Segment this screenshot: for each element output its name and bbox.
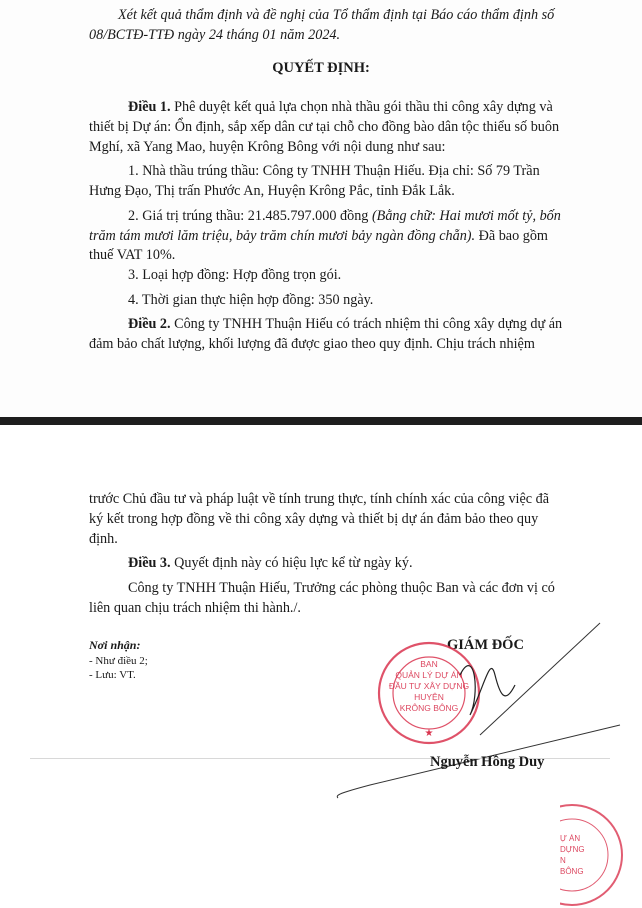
preamble-line-2: 08/BCTĐ-TTĐ ngày 24 tháng 01 năm 2024. bbox=[89, 27, 341, 43]
signature-icon bbox=[300, 615, 642, 815]
item-2-line-3: thuế VAT 10%. bbox=[89, 247, 176, 263]
stamp-line-5: KRÔNG BÔNG bbox=[399, 703, 459, 713]
article-2-label: Điều 2. bbox=[128, 316, 171, 332]
recipient-item: - Như điều 2; bbox=[89, 655, 148, 667]
article-1-label: Điều 1. bbox=[128, 99, 171, 115]
stamp-line-4: HUYỆN bbox=[414, 692, 444, 702]
article-1-line-2: thiết bị Dự án: Ổn định, sắp xếp dân cư tại chỗ cho đồng bào dân tộc thiểu số buôn bbox=[89, 119, 560, 135]
preamble-line-1: Xét kết quả thẩm định và đề nghị của Tổ thẩm định tại Báo cáo thẩm định số bbox=[118, 7, 555, 23]
article-2-cont-line-3: định. bbox=[89, 531, 118, 547]
article-1-line-3: Mghí, xã Yang Mao, huyện Krông Bông với nội dung như sau: bbox=[89, 139, 446, 155]
recipient-item: - Lưu: VT. bbox=[89, 669, 136, 681]
stamp-line-2: QUẢN LÝ DỰ ÁN bbox=[395, 670, 463, 680]
stamp-line-1: BAN bbox=[420, 659, 438, 669]
decision-heading: QUYẾT ĐỊNH: bbox=[272, 60, 370, 76]
item-2-line-2: trăm tám mươi lăm triệu, bảy trăm chín mươi bảy ngàn đồng chẵn). Đã bao gồm bbox=[89, 228, 548, 244]
article-2-cont-line-2: ký kết trong hợp đồng về thi công xây dựng và thiết bị dự án đảm bảo theo quy bbox=[89, 511, 539, 527]
page-separator bbox=[0, 417, 642, 425]
document-page-2 bbox=[0, 425, 642, 908]
item-1-line-2: Hưng Đạo, Thị trấn Phước An, Huyện Krông Pắc, tỉnh Đắk Lắk. bbox=[89, 183, 455, 199]
article-3-label: Điều 3. bbox=[128, 555, 171, 571]
article-3: Điều 3. Quyết định này có hiệu lực kể từ ngày ký. bbox=[128, 555, 413, 571]
recipients-title: Nơi nhận: bbox=[89, 638, 141, 652]
item-4: 4. Thời gian thực hiện hợp đồng: 350 ngày. bbox=[128, 292, 374, 308]
article-2-line-1: Điều 2. Công ty TNHH Thuận Hiếu có trách nhiệm thi công xây dựng dự án bbox=[128, 316, 563, 332]
svg-text:★: ★ bbox=[424, 728, 434, 739]
stamp-line-3: ĐẦU TƯ XÂY DỰNG bbox=[388, 681, 470, 691]
document-page-1 bbox=[0, 0, 642, 417]
article-1-line-1: Điều 1. Phê duyệt kết quả lựa chọn nhà thầu gói thầu thi công xây dựng và bbox=[128, 99, 553, 115]
signer-title: GIÁM ĐỐC bbox=[447, 637, 524, 653]
article-2-cont-line-1: trước Chủ đầu tư và pháp luật về tính trung thực, tính chính xác của công việc đã bbox=[89, 491, 550, 507]
closing-line-1: Công ty TNHH Thuận Hiếu, Trưởng các phòng thuộc Ban và các đơn vị có bbox=[128, 580, 555, 596]
item-3: 3. Loại hợp đồng: Hợp đồng trọn gói. bbox=[128, 267, 342, 283]
article-2-line-2: đảm bảo chất lượng, khối lượng đã được giao theo quy định. Chịu trách nhiệm bbox=[89, 336, 535, 352]
partial-stamp: Ự ÁN DỰNG N BÔNG bbox=[560, 803, 642, 908]
closing-line-2: liên quan chịu trách nhiệm thi hành./. bbox=[89, 600, 301, 616]
signer-name: Nguyễn Hồng Duy bbox=[430, 754, 545, 770]
item-2-line-1: 2. Giá trị trúng thầu: 21.485.797.000 đồng (Bằng chữ: Hai mươi mốt tỷ, bốn bbox=[128, 208, 561, 224]
item-1-line-1: 1. Nhà thầu trúng thầu: Công ty TNHH Thuận Hiếu. Địa chỉ: Số 79 Trần bbox=[128, 163, 540, 179]
